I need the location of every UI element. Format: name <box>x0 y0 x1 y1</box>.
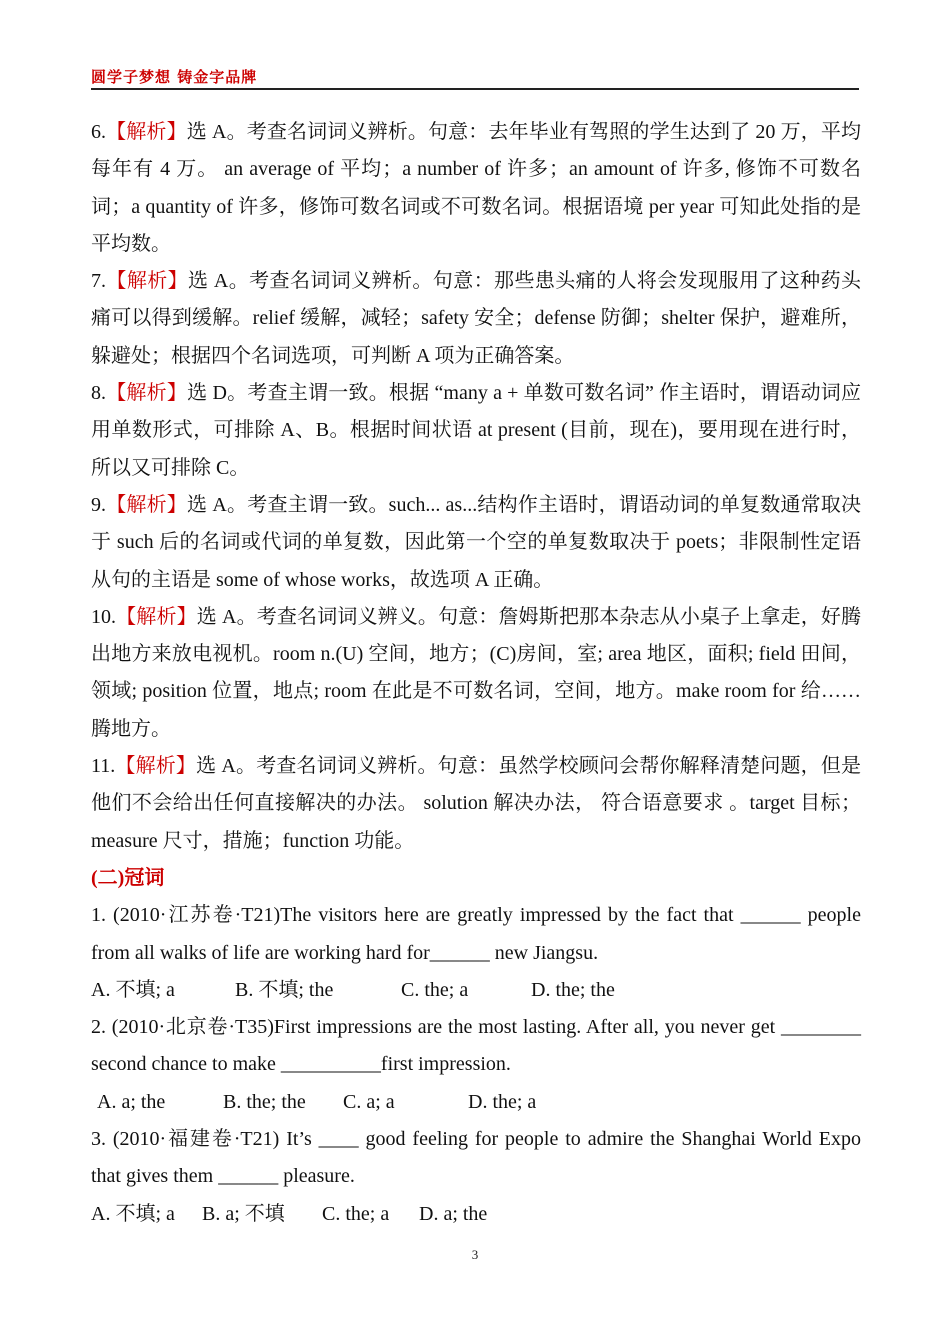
question-options <box>91 1084 861 1121</box>
analysis-item <box>91 375 861 487</box>
item-number: 9. <box>91 493 106 516</box>
analysis-text: 选 A。考查名词词义辨析。句意：去年毕业有驾照的学生达到了 20 万，平均每年有 4 万。 an average of 平均；a number of 许多；an amount of 许多, 修饰不可数名词；a quantity of 许多，修饰可数名词或不可数名词。根据语境 per year 可知此处指的是平均数。 <box>91 121 861 255</box>
question-stem: 2. (2010·北京卷·T35)First impressions are the most lasting. After all, you never get ________ second chance to make __________first impression. <box>91 1016 861 1076</box>
option-c: C. a; a <box>343 1090 395 1113</box>
analysis-text: 选 A。考查名词词义辨义。句意：詹姆斯把那本杂志从小桌子上拿走，好腾出地方来放电视机。room n.(U) 空间，地方；(C)房间，室; area 地区，面积; field 田间，领域; position 位置，地点; room 在此是不可数名词，空间，地方。make room for 给……腾地方。 <box>91 605 861 740</box>
analysis-item <box>91 263 861 375</box>
analysis-tag: 【解析】 <box>116 605 197 628</box>
option-a: A. 不填; a <box>91 978 175 1001</box>
analysis-text: 选 A。考查名词词义辨析。句意：虽然学校顾问会帮你解释清楚问题，但是他们不会给出任何直接解决的办法。 solution 解决办法， 符合语意要求 。target 目标；measure 尺寸，措施；function 功能。 <box>91 755 861 852</box>
item-number: 8. <box>91 382 106 405</box>
item-number: 6. <box>91 121 106 143</box>
item-number: 7. <box>91 270 106 293</box>
page-header-title: 圆学子梦想 铸金字品牌 <box>91 68 258 86</box>
analysis-tag: 【解析】 <box>106 493 188 516</box>
page-number: 3 <box>471 1247 479 1262</box>
analysis-item <box>91 487 861 599</box>
question-stem: 3. (2010·福建卷·T21) It’s ____ good feeling for people to admire the Shanghai World Expo that gives them ______ pleasure. <box>91 1128 861 1188</box>
document-body <box>91 114 861 1233</box>
analysis-item <box>91 114 861 263</box>
option-c: C. the; a <box>322 1202 390 1225</box>
analysis-tag: 【解析】 <box>106 382 188 405</box>
option-d: D. a; the <box>419 1202 488 1225</box>
analysis-item <box>91 599 861 748</box>
header-divider <box>91 88 859 90</box>
analysis-tag: 【解析】 <box>115 755 197 778</box>
option-b: B. the; the <box>223 1090 306 1113</box>
question-options <box>91 972 861 1009</box>
question-stem: 1. (2010·江苏卷·T21)The visitors here are greatly impressed by the fact that ______ people from all walks of life are working hard for______ new Jiangsu. <box>91 904 861 964</box>
option-d: D. the; the <box>531 978 615 1001</box>
item-number: 11. <box>91 755 116 778</box>
option-a: A. a; the <box>97 1090 166 1113</box>
analysis-text: 选 A。考查名词词义辨析。句意：那些患头痛的人将会发现服用了这种药头痛可以得到缓解。relief 缓解，减轻；safety 安全；defense 防御；shelter 保护，避难所，躲避处；根据四个名词选项，可判断 A 项为正确答案。 <box>91 270 861 367</box>
option-b: B. a; 不填 <box>202 1202 285 1225</box>
option-b: B. 不填; the <box>235 978 334 1001</box>
option-a: A. 不填; a <box>91 1202 175 1225</box>
question-options <box>91 1196 861 1233</box>
option-d: D. the; a <box>468 1090 537 1113</box>
analysis-text: 选 A。考查主谓一致。such... as...结构作主语时，谓语动词的单复数通常取决于 such 后的名词或代词的单复数，因此第一个空的单复数取决于 poets；非限制性定语从句的主语是 some of whose works，故选项 A 正确。 <box>91 493 862 591</box>
analysis-item <box>91 748 861 860</box>
analysis-tag: 【解析】 <box>106 121 187 143</box>
option-c: C. the; a <box>401 978 469 1001</box>
analysis-text: 选 D。考查主谓一致。根据 “many a + 单数可数名词” 作主语时，谓语动词应用单数形式，可排除 A、B。根据时间状语 at present (目前，现在)，要用现在进行时， 所以又可排除 C。 <box>91 382 862 479</box>
section-title: (二)冠词 <box>91 866 165 889</box>
item-number: 10. <box>91 605 116 628</box>
analysis-tag: 【解析】 <box>106 270 189 293</box>
